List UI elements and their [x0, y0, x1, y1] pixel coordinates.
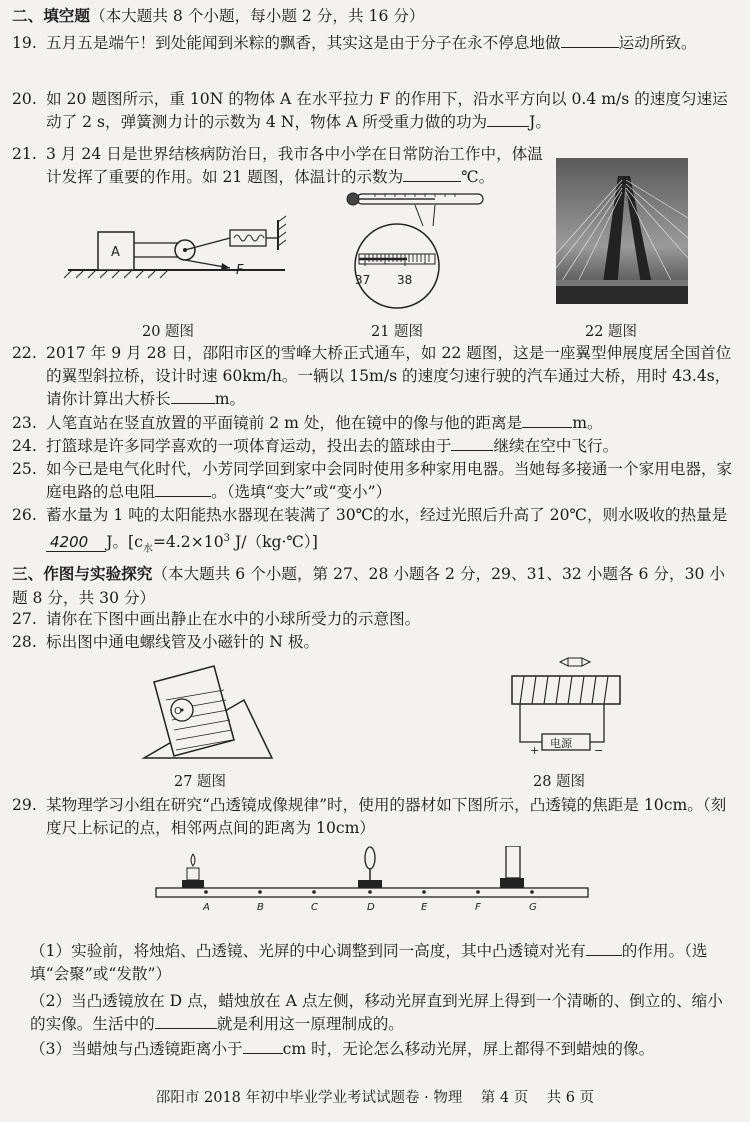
figure-caption: 28 题图 [533, 774, 586, 790]
compass-needle [582, 658, 590, 666]
figure-28-solenoid [506, 656, 636, 766]
text-part: 2017 年 9 月 28 日，邵阳市区的雪峰大桥正式通车，如 22 题图，这是一座翼型伸展度居全国首位的翼型斜拉桥，设计时速 60km/h。一辆以 15m/s 的速度匀速行驶的汽车通过大桥，用时 43.4s，请你计算出大桥长 [46, 344, 732, 408]
text-part: （3）当蜡烛与凸透镜距离小于 [30, 1040, 243, 1058]
power-source-label: 电源 [550, 737, 572, 750]
question-text [46, 342, 738, 411]
point-label-b: B [257, 902, 264, 913]
question-text: 标出图中通电螺线管及小磁针的 N 极。 [46, 633, 320, 651]
section-note: （本大题共 6 个小题，第 27、28 小题各 2 分，29、31、32 小题各 6 分，30 小题 8 分，共 30 分） [12, 565, 725, 607]
figure-caption: 21 题图 [371, 324, 424, 340]
figure-21-thermometer [335, 188, 495, 310]
minus-sign: − [594, 744, 604, 757]
text-part: （2）当凸透镜放在 D 点，蜡烛放在 A 点左侧，移动光屏直到光屏上得到一个清晰的、倒立的、缩小的实像。生活中的 [30, 992, 723, 1033]
page-footer: 邵阳市 2018 年初中毕业学业考试试题卷 · 物理 第 4 页 共 6 页 [155, 1090, 595, 1106]
answer-blank[interactable] [403, 166, 461, 182]
question-text [46, 504, 738, 560]
text-part: m。 [214, 390, 246, 408]
point-label-c: C [311, 902, 318, 913]
convex-lens [358, 847, 382, 888]
text-part: （1）实验前，将烛焰、凸透镜、光屏的中心调整到同一高度，其中凸透镜对光有 [30, 942, 586, 960]
spring-scale [230, 230, 266, 246]
answer-blank[interactable] [586, 940, 622, 956]
question-26 [12, 504, 738, 560]
subscript: 水 [142, 543, 153, 555]
force-label: F [236, 263, 244, 278]
ruler [156, 888, 588, 897]
light-screen [500, 846, 524, 888]
answer-blank[interactable] [155, 1013, 217, 1029]
figure-27-ball-in-water [140, 660, 280, 760]
text-part: 蓄水量为 1 吨的太阳能热水器现在装满了 30℃的水，经过光照后升高了 20℃，则水吸收的热量是 [46, 506, 728, 524]
answer-blank[interactable] [243, 1038, 283, 1054]
question-number: 20. [12, 90, 37, 108]
text-part: 就是利用这一原理制成的。 [216, 1015, 404, 1033]
solenoid [512, 676, 620, 704]
question-text: 某物理学习小组在研究“凸透镜成像规律”时，使用的器材如下图所示，凸透镜的焦距是 10cm。（刻度尺上标记的点，相邻两点间的距离为 10cm） [46, 796, 727, 837]
point-label-f: F [475, 902, 481, 913]
answer-blank[interactable] [561, 32, 619, 48]
text-part: 3 月 24 日是世界结核病防治日，我市各中小学在日常防治工作中，体温计发挥了重要的作用。如 21 题图，体温计的示数为 [46, 145, 543, 186]
question-28 [12, 631, 738, 654]
question-27 [12, 608, 738, 631]
figure-caption: 20 题图 [142, 324, 195, 340]
question-number: 19. [12, 34, 37, 52]
question-number: 26. [12, 506, 37, 524]
arrow-icon [221, 263, 230, 270]
question-21 [12, 143, 548, 189]
text-part: 五月五是端午！到处能闻到米粽的飘香，其实这是由于分子在永不停息地做 [46, 34, 561, 52]
scale-label-37: 37 [355, 273, 371, 287]
scale-label-38: 38 [397, 273, 413, 287]
question-29-part-2 [30, 990, 738, 1036]
ball-label: O [174, 706, 182, 717]
question-number: 22. [12, 344, 37, 362]
text-part: ℃。 [461, 168, 495, 186]
block-label: A [111, 245, 120, 260]
question-25 [12, 458, 738, 504]
question-20 [12, 88, 738, 134]
section-title-text: 二、填空题 [12, 6, 90, 25]
question-number: 27. [12, 610, 37, 628]
question-number: 28. [12, 633, 37, 651]
answer-blank[interactable] [522, 412, 572, 428]
question-text [46, 88, 738, 134]
question-number: 21. [12, 145, 37, 163]
question-number: 29. [12, 796, 37, 814]
point-label-g: G [529, 902, 537, 913]
question-19 [12, 32, 738, 55]
question-number: 23. [12, 414, 37, 432]
answer-blank[interactable] [451, 435, 493, 451]
question-23 [12, 412, 738, 435]
question-29-part-1 [30, 940, 738, 986]
question-text: 请你在下图中画出静止在水中的小球所受力的示意图。 [46, 610, 421, 628]
figure-caption: 27 题图 [174, 774, 227, 790]
text-part: 。（选填“变大”或“变小”） [211, 483, 392, 501]
text-part: 如 20 题图所示，重 10N 的物体 A 在水平拉力 F 的作用下，沿水平方向以 0.4 m/s 的速度匀速运动了 2 s，弹簧测力计的示数为 4 N，物体 A 所受重力做的功为 [46, 90, 728, 131]
plus-sign: + [530, 744, 540, 757]
text-part: 运动所致。 [618, 34, 697, 52]
question-text [46, 435, 738, 458]
text-part: cm 时，无论怎么移动光屏，屏上都得不到蜡烛的像。 [282, 1040, 655, 1058]
answer-blank[interactable] [171, 388, 215, 404]
point-label-d: D [367, 902, 375, 913]
text-part: =4.2×10 [152, 533, 224, 552]
superscript: 3 [223, 533, 231, 544]
section-note: （本大题共 8 个小题，每小题 2 分，共 16 分） [89, 7, 425, 25]
figure-22-bridge-photo [556, 158, 688, 304]
text-part: 如今已是电气化时代，小芳同学回到家中会同时使用多种家用电器。当她每多接通一个家用电器，家庭电路的总电阻 [46, 460, 733, 501]
question-22 [12, 342, 738, 411]
question-text [46, 32, 738, 55]
point-label-a: A [203, 902, 210, 913]
question-text [46, 412, 738, 435]
question-29 [12, 794, 738, 840]
figure-20-pulley [60, 210, 300, 300]
text-part: J。 [529, 113, 552, 131]
question-text [46, 143, 548, 189]
text-part: 继续在空中飞行。 [493, 437, 619, 455]
figure-caption: 22 题图 [585, 324, 638, 340]
text-part: 人笔直站在竖直放置的平面镜前 2 m 处，他在镜中的像与他的距离是 [46, 414, 523, 432]
text-part: 打篮球是许多同学喜欢的一项体育运动，投出去的篮球由于 [46, 437, 452, 455]
handwritten-answer[interactable]: 4200 [46, 533, 106, 552]
magnifier-circle [355, 224, 439, 308]
section-3-title [12, 562, 738, 610]
question-number: 24. [12, 437, 37, 455]
question-29-part-3 [30, 1038, 738, 1061]
figure-29-optical-bench [150, 846, 596, 918]
answer-blank[interactable] [155, 481, 211, 497]
question-text [46, 458, 738, 504]
question-number: 25. [12, 460, 37, 478]
point-label-e: E [421, 902, 428, 913]
section-2-title [12, 4, 425, 26]
candle [182, 854, 204, 888]
section-title-text: 三、作图与实验探究 [12, 564, 153, 583]
text-part: 的作用。（选填“会聚”或“发散”） [30, 942, 708, 983]
text-part: J/（kg·℃）] [230, 533, 318, 552]
text-part: J。[c [106, 533, 143, 552]
answer-blank[interactable] [487, 111, 529, 127]
text-part: m。 [572, 414, 603, 432]
question-24 [12, 435, 738, 458]
